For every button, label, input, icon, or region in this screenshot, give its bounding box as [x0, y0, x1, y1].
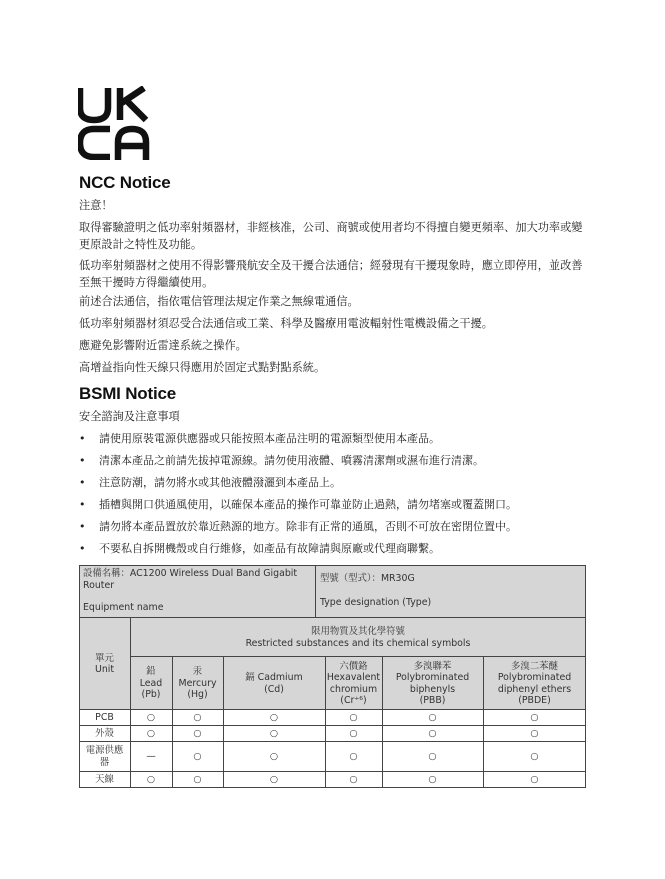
table-cell: ○	[349, 711, 358, 723]
bullet-icon: •	[79, 498, 86, 511]
bullet-icon: •	[79, 432, 86, 445]
ncc-paragraph: 高增益指向性天線只得應用於固定式點對點系統。	[79, 361, 326, 374]
ncc-title: NCC Notice	[79, 173, 171, 192]
table-cell: ○	[146, 711, 156, 723]
model-label-en: Type designation (Type)	[320, 597, 432, 608]
column-header-mercury: 汞 Mercury (Hg)	[178, 666, 217, 701]
model-label: 型號（型式）：MR30G	[320, 573, 415, 584]
table-cell: ○	[146, 727, 156, 739]
ncc-subtitle: 注意！	[79, 199, 113, 212]
bullet-icon: •	[79, 454, 86, 467]
bullet-icon: •	[79, 520, 86, 533]
table-cell: ○	[530, 711, 539, 723]
bsmi-title: BSMI Notice	[79, 384, 176, 403]
column-header-pbb: 多溴聯苯 Polybrominated biphenyls (PBB)	[395, 660, 470, 706]
column-header-hexavalent-chromium: 六價鉻 Hexavalent chromium (Cr⁺⁶)	[326, 660, 381, 706]
unit-header: 單元 Unit	[94, 652, 115, 675]
table-cell: ○	[530, 750, 539, 762]
row-label: PCB	[95, 711, 114, 723]
ncc-paragraph: 取得審驗證明之低功率射頻器材，非經核准，公司、商號或使用者均不得擅自變更頻率、加大功率或變更原設計之特性及功能。	[79, 221, 583, 251]
row-label: 天線	[95, 773, 114, 785]
row-label: 電源供應器	[85, 745, 124, 768]
bsmi-subtitle: 安全諮詢及注意事項	[79, 410, 180, 423]
table-cell: —	[146, 750, 156, 762]
table-cell: ○	[269, 711, 279, 723]
table-cell: ○	[428, 750, 437, 762]
table-cell: ○	[193, 711, 202, 723]
ncc-paragraph: 低功率射頻器材之使用不得影響飛航安全及干擾合法通信；經發現有干擾現象時，應立即停用，並改善至無干擾時方得繼續使用。	[79, 259, 583, 289]
column-header-cadmium: 鎘 Cadmium (Cd)	[245, 672, 303, 695]
table-cell: ○	[193, 773, 202, 785]
ncc-paragraph: 低功率射頻器材須忍受合法通信或工業、科學及醫療用電波輻射性電機設備之干擾。	[79, 317, 493, 330]
table-cell: ○	[530, 773, 539, 785]
document-page: NCC Notice 注意！ 取得審驗證明之低功率射頻器材，非經核准，公司、商號或使用者均不得擅自變更頻率、加大功率或變更原設計之特性及功能。 低功率射頻器材之使用不得影響飛航安全及干擾合法通信；經發現有干擾現象時，應立即停用，並改善至無干擾時方得繼續使用。 前述合法通信，指依電信管理法規定作業之無線電通信。 低功率射頻器材須忍受合法通信或工業、科學及醫療用電波輻射性電機設備之干擾。 應避免影響附近雷達系統之操作。 高增益指向性天線只得應用於固定式點對點系統。 BSMI Notice 安全諮詢及注意事項 • 請使用原裝電源供應器或只能按照本產品注明的電源類型使用本產品。 • 清潔本產品之前請先拔掉電源線。請勿使用液體、噴霧清潔劑或濕布進行清潔。 • 注意防潮，請勿將水或其他液體潑灑到本產品上。 • 插槽與開口供通風使用，以確保本產品的操作可靠並防止過熱，請勿堵塞或覆蓋開口。 • 請勿將本產品置放於靠近熱源的地方。除非有正常的通風，否則不可放在密閉位置中。 • 不要私自拆開機殼或自行維修，如產品有故障請與原廠或代理商聯繫。 設備名稱：AC1200 Wireless Dual Band Gigabit Router Equipment name 型號（型式）：MR30G Type designation (Type) 單元 Unit 限用物質及其化學符號 Restricted substances and its chemical symbols 鉛 Lead (Pb) 汞 Mercury (Hg) 鎘 Cadmium (Cd) 六價鉻 Hexavalent chromium (Cr⁺⁶) 多溴聯苯 Polybrominated biphenyls (PBB) 多溴二苯醚 Polybrominated diphenyl ethers (PBDE) PCB ○ ○ ○ ○ ○ ○ 外殼 ○ ○ ○ ○ ○ ○ 電源供應器 — ○ ○ ○ ○ ○ 天線 ○ ○ ○ ○ ○ ○	[0, 0, 665, 879]
table-cell: ○	[428, 773, 437, 785]
table-cell: ○	[193, 750, 202, 762]
table-cell: ○	[349, 750, 358, 762]
ncc-paragraph: 前述合法通信，指依電信管理法規定作業之無線電通信。	[79, 295, 359, 308]
table-cell: ○	[269, 727, 279, 739]
row-label: 外殼	[95, 727, 114, 739]
table-cell: ○	[269, 750, 279, 762]
table-cell: ○	[349, 773, 358, 785]
table-cell: ○	[146, 773, 156, 785]
table-cell: ○	[349, 727, 358, 739]
column-header-lead: 鉛 Lead (Pb)	[139, 666, 163, 701]
table-cell: ○	[269, 773, 279, 785]
restricted-substances-header: 限用物質及其化學符號 Restricted substances and its chemical symbols	[245, 626, 471, 649]
column-header-pbde: 多溴二苯醚 Polybrominated diphenyl ethers (PBDE)	[497, 660, 572, 706]
equipment-name-label: 設備名稱：AC1200 Wireless Dual Band Gigabit Router	[83, 568, 298, 591]
table-cell: ○	[428, 711, 437, 723]
table-cell: ○	[428, 727, 437, 739]
ukca-mark-logo	[78, 86, 150, 160]
ncc-paragraph: 應避免影響附近雷達系統之操作。	[79, 339, 247, 352]
hazardous-substances-table	[79, 565, 586, 788]
table-cell: ○	[193, 727, 202, 739]
table-cell: ○	[530, 727, 539, 739]
equipment-name-label-en: Equipment name	[83, 602, 164, 613]
bullet-icon: •	[79, 542, 86, 555]
model-value: MR30G	[380, 573, 415, 584]
bullet-icon: •	[79, 476, 86, 489]
